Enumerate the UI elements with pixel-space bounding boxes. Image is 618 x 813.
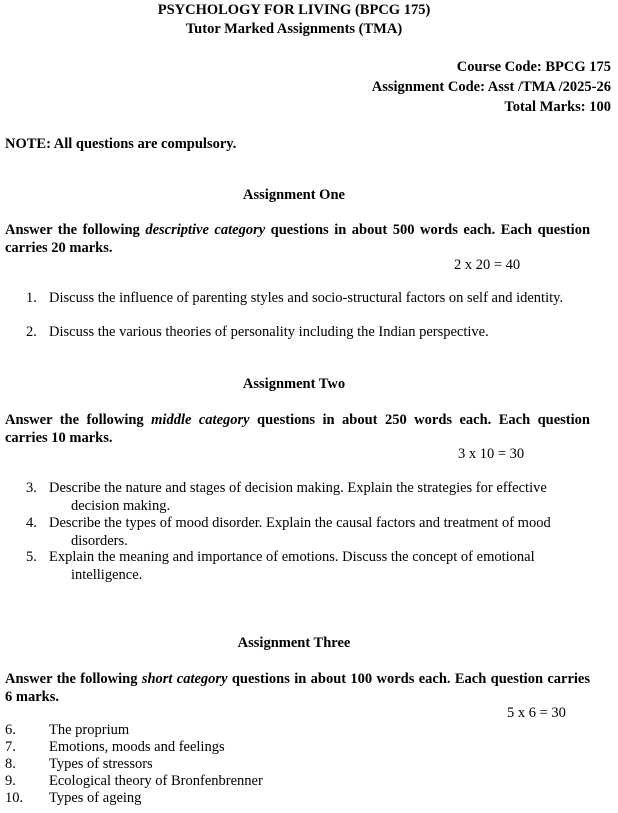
total-marks: Total Marks: 100 [504, 99, 611, 115]
assignment-one-instructions: Answer the following descriptive category questions in about 500 words each. Each question carries 20 marks. [5, 222, 591, 256]
document-title: PSYCHOLOGY FOR LIVING (BPCG 175) [157, 2, 431, 18]
assignment-code: Assignment Code: Asst /TMA /2025-26 [371, 79, 611, 95]
assignment-one-marks: 2 x 20 = 40 [454, 257, 521, 273]
assignment-two-heading: Assignment Two [242, 376, 346, 392]
assignment-three-instructions: Answer the following short category questions in about 100 words each. Each question carries 6 marks. [5, 671, 591, 705]
note: NOTE: All questions are compulsory. [5, 136, 237, 152]
course-code: Course Code: BPCG 175 [456, 59, 611, 75]
document-subtitle: Tutor Marked Assignments (TMA) [185, 21, 403, 37]
assignment-one-heading: Assignment One [243, 187, 345, 203]
assignment-three-heading: Assignment Three [237, 635, 351, 651]
assignment-two-marks: 3 x 10 = 30 [458, 446, 525, 462]
assignment-two-instructions: Answer the following middle category questions in about 250 words each. Each question carries 10 marks. [5, 412, 590, 446]
assignment-three-marks: 5 x 6 = 30 [507, 705, 566, 721]
